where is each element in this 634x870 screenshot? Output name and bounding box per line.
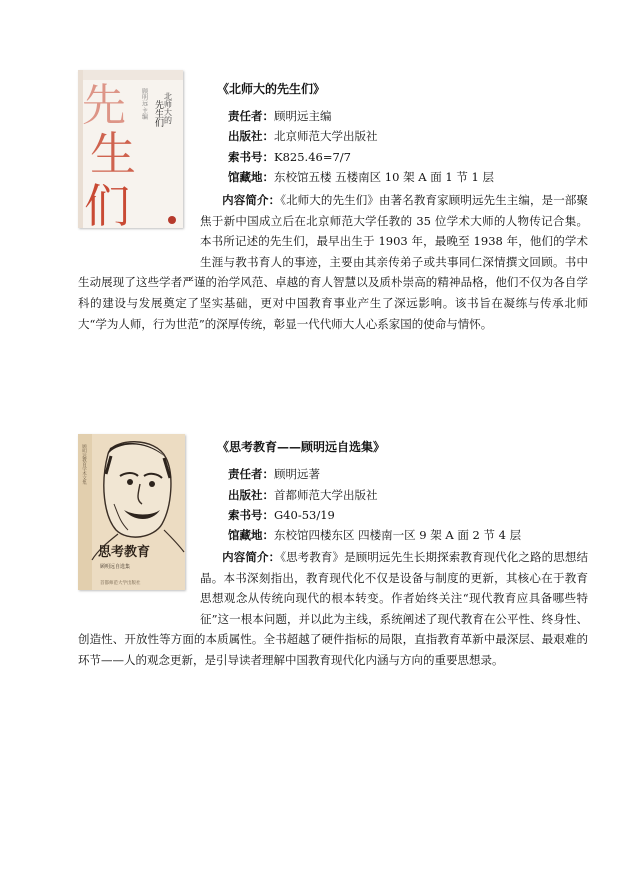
cover-2-series-text: 顾明远教育学术文集: [81, 444, 87, 485]
field-value: 首都师范大学出版社: [274, 488, 378, 502]
cover-2-subtitle-text: 顾明远自选集: [100, 564, 131, 570]
book-1-location-field: [228, 169, 494, 185]
field-label: 出版社：: [228, 488, 274, 502]
field-value: 东校馆四楼东区 四楼南一区 9 架 A 面 2 节 4 层: [274, 528, 522, 542]
cover-2-publisher-text: 首都师范大学出版社: [100, 581, 141, 586]
field-label: 馆藏地：: [228, 528, 274, 542]
cover-1-big-char-3: 们: [84, 179, 130, 228]
cover-2-title-text: 思考教育: [98, 545, 151, 560]
book-2-publisher-field: [228, 487, 378, 503]
book-2-call-number-field: [228, 507, 335, 523]
book-1-author-field: [228, 108, 332, 124]
book-title-1: 《北师大的先生们》: [217, 82, 326, 96]
book-2-location-field: [228, 527, 521, 543]
field-value: G40-53/19: [274, 508, 335, 522]
cover-1-big-char-2: 生: [90, 127, 136, 181]
field-value: K825.46=7/7: [274, 150, 351, 164]
book-title-2: 《思考教育——顾明远自选集》: [217, 440, 386, 454]
field-value: 顾明远著: [274, 467, 320, 481]
field-value: 顾明远主编: [274, 109, 332, 123]
book-1-call-number-field: [228, 149, 351, 165]
field-label: 索书号：: [228, 508, 274, 522]
intro-label: 内容简介：: [222, 550, 281, 564]
field-label: 索书号：: [228, 150, 274, 164]
field-label: 责任者：: [228, 109, 274, 123]
cover-1-big-char-1: 先: [82, 80, 126, 131]
field-value: 北京师范大学出版社: [274, 129, 378, 143]
cover-1-series-text: 北师大的: [163, 92, 173, 124]
book-2-author-field: [228, 466, 320, 482]
intro-label: 内容简介：: [222, 193, 281, 207]
field-label: 责任者：: [228, 467, 274, 481]
book-1-publisher-field: [228, 128, 378, 144]
intro-text: 《北师大的先生们》由著名教育家顾明远先生主编，是一部聚焦于新中国成立后在北京师范大学任教的 35 位学术大师的人物传记合集。本书所记述的先生们，最早出生于 1903 年，最晚至 1938 年，他们的学术生涯与教书育人的事迹，主要由其亲传弟子或共事同仁深情撰文回顾。书中生动展现了这些学者严谨的治学风范、卓越的育人智慧以及质朴崇高的精神品格，他们不仅为各自学科的建设与发展奠定了坚实基础，更对中国教育事业产生了深远影响。该书旨在凝练与传承北师大“学为人师，行为世范”的深厚传统，彰显一代代师大人心系家国的使命与情怀。: [78, 193, 588, 331]
book-1-intro: [78, 190, 588, 334]
field-value: 东校馆五楼 五楼南区 10 架 A 面 1 节 1 层: [274, 170, 494, 184]
cover-1-author-text: 顾明远 主编: [140, 88, 148, 120]
field-label: 出版社：: [228, 129, 274, 143]
field-label: 馆藏地：: [228, 170, 274, 184]
cover-1-title-text: 先生们: [153, 100, 163, 127]
book-2-intro: [78, 547, 588, 671]
intro-text: 《思考教育》是顾明远先生长期探索教育现代化之路的思想结晶。本书深刻指出，教育现代化不仅是设备与制度的更新，其核心在于教育思想观念从传统向现代的根本转变。作者始终关注“现代教育应具备哪些特征”这一根本问题，并以此为主线，系统阐述了现代教育在公平性、终身性、创造性、开放性等方面的本质属性。全书超越了硬件指标的局限，直指教育革新中最深层、最艰难的环节——人的观念更新，是引导读者理解中国教育现代化内涵与方向的重要思想录。: [78, 550, 588, 667]
